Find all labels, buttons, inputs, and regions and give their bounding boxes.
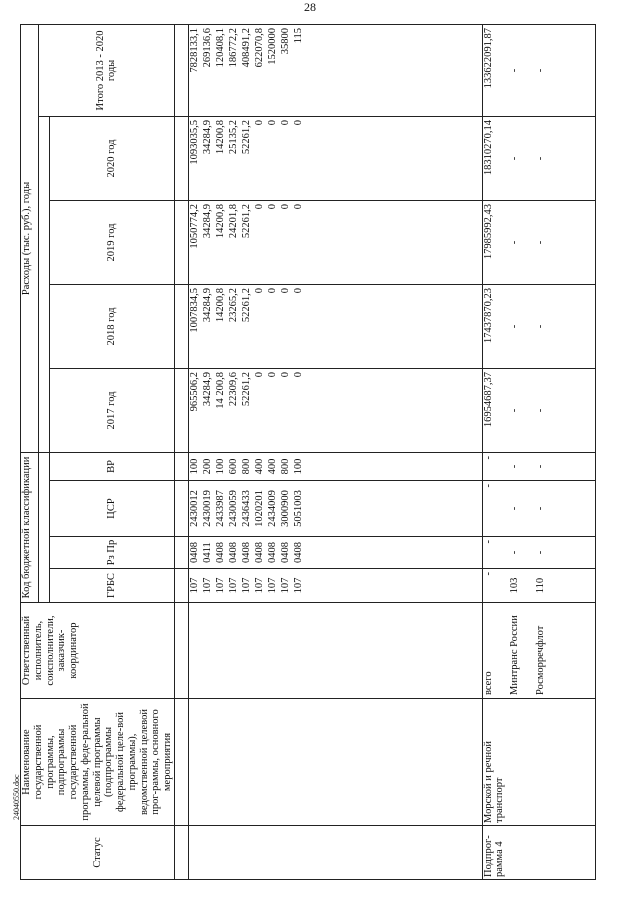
subprogram-cell: -: [482, 455, 494, 460]
cell-value: 107: [293, 577, 305, 594]
cell-value: 14200,8: [215, 119, 227, 155]
subprogram-total: [482, 24, 595, 116]
cell-value: 2430012: [189, 490, 201, 527]
cell-value: 0: [293, 287, 305, 294]
subprogram-cell: -: [508, 68, 520, 73]
subprogram-cell: -: [534, 408, 546, 413]
cell-value: 1520000: [267, 27, 279, 65]
cell-value: 0408: [228, 542, 240, 563]
table-row: [189, 24, 483, 879]
subprogram-cell: -: [508, 156, 520, 161]
header-budget-code-spacer: [39, 452, 50, 602]
subprogram-cell: Росморречфлот: [534, 625, 546, 695]
column-number-row: [174, 24, 188, 879]
cell-value: 0: [254, 119, 266, 126]
cell-value: 22309,6: [228, 371, 240, 407]
header-2017: 2017 год: [49, 368, 174, 452]
cell-value: 107: [241, 577, 253, 594]
cell-value: 52261,2: [241, 287, 253, 323]
cell-value: 2436433: [241, 490, 253, 527]
cell-value: 52261,2: [241, 203, 253, 239]
subprogram-responsible: [482, 603, 595, 699]
footer-filename: 24040550.doc: [12, 774, 21, 820]
cell-value: 2430059: [228, 490, 240, 527]
header-budget-code: Код бюджетной классификации: [21, 452, 39, 602]
y2018-values: [189, 284, 483, 368]
subprogram-cell: -: [482, 572, 494, 576]
header-responsible: Ответственный исполнитель, соисполнители, заказчик-координатор: [21, 603, 175, 699]
cell-value: 0: [293, 119, 305, 126]
cell-value: 2434009: [267, 490, 279, 527]
cell-value: 800: [280, 458, 292, 475]
header-2019: 2019 год: [49, 200, 174, 284]
y2019-values: [189, 200, 483, 284]
cell-value: 0408: [241, 542, 253, 563]
subprogram-rzpr: [482, 537, 595, 569]
header-vr: ВР: [49, 452, 174, 480]
vr-values: [189, 452, 483, 480]
subprogram-status: Подпрог-рамма 4: [482, 826, 595, 880]
cell-value: 200: [202, 458, 214, 475]
subprogram-vr: [482, 452, 595, 480]
csr-values: [189, 481, 483, 537]
page-number: 28: [304, 0, 316, 14]
cell-value: 1093035,5: [189, 119, 201, 165]
budget-table: [20, 24, 596, 880]
cell-value: 14200,8: [215, 287, 227, 323]
header-total: Итого 2013 - 2020 годы: [39, 24, 175, 116]
subprogram-row: [482, 24, 595, 879]
cell-value: 0: [254, 287, 266, 294]
cell-value: 7828133,1: [189, 27, 201, 73]
subprogram-cell: 110: [534, 577, 546, 594]
cell-value: 120408,1: [215, 27, 227, 68]
cell-value: 800: [241, 458, 253, 475]
subprogram-cell: Минтранс России: [508, 615, 520, 695]
cell-value: 408491,2: [241, 27, 253, 68]
cell-value: 23265,2: [228, 287, 240, 323]
cell-value: 0: [280, 119, 292, 126]
cell-value: 2433987: [215, 490, 227, 527]
header-expenses-spacer: [39, 116, 50, 452]
cell-value: 965506,2: [189, 371, 201, 412]
cell-value: 600: [228, 458, 240, 475]
subprogram-cell: -: [508, 324, 520, 329]
cell-value: 400: [254, 458, 266, 475]
cell-value: 100: [293, 458, 305, 475]
cell-value: 1020201: [254, 490, 266, 527]
header-expenses: Расходы (тыс. руб.), годы: [21, 24, 39, 452]
cell-value: 0: [280, 287, 292, 294]
cell-value: 107: [215, 577, 227, 594]
cell-value: 2430019: [202, 490, 214, 527]
subprogram-cell: -: [534, 324, 546, 329]
cell-value: 0408: [280, 542, 292, 563]
cell-value: 0408: [267, 542, 279, 563]
subprogram-cell: 16954687,37: [482, 371, 494, 428]
header-name: Наименование государственной программы, подпрограммы государственной программы, феде-ральной целевой программы (подпрограммы федеральной целе-вой программы), ведомственной целевой прог-раммы, основного мероприятия: [21, 699, 175, 826]
cell-value: 1007834,5: [189, 287, 201, 333]
cell-value: 0: [293, 371, 305, 378]
subprogram-csr: [482, 481, 595, 537]
subprogram-cell: 103: [508, 577, 520, 594]
cell-value: 3000900: [280, 490, 292, 527]
cell-value: 34284,9: [202, 203, 214, 239]
cell-value: 622070,8: [254, 27, 266, 68]
subprogram-2020: [482, 116, 595, 200]
y2017-values: [189, 368, 483, 452]
cell-value: 107: [280, 577, 292, 594]
cell-value: 400: [267, 458, 279, 475]
cell-value: 100: [189, 458, 201, 475]
cell-value: 0: [267, 203, 279, 210]
cell-value: 107: [189, 577, 201, 594]
subprogram-cell: -: [534, 240, 546, 245]
subprogram-cell: -: [482, 540, 494, 544]
subprogram-cell: -: [534, 506, 546, 511]
subprogram-cell: -: [508, 506, 520, 511]
cell-value: 25135,2: [228, 119, 240, 155]
rzpr-values: [189, 537, 483, 569]
cell-value: 0: [280, 203, 292, 210]
cell-value: 107: [267, 577, 279, 594]
cell-value: 14 200,8: [215, 371, 227, 409]
header-status: Статус: [21, 826, 175, 880]
subprogram-2018: [482, 284, 595, 368]
subprogram-2019: [482, 200, 595, 284]
cell-value: 14200,8: [215, 203, 227, 239]
subprogram-cell: 17437870,23: [482, 287, 494, 344]
y2020-values: [189, 116, 483, 200]
cell-value: 0408: [254, 542, 266, 563]
cell-value: 0: [267, 287, 279, 294]
header-grbs: ГРБС: [49, 569, 174, 603]
cell-value: 100: [215, 458, 227, 475]
cell-value: 52261,2: [241, 371, 253, 407]
subprogram-cell: 18310270,14: [482, 119, 494, 176]
cell-value: 0408: [293, 542, 305, 563]
subprogram-cell: -: [534, 464, 546, 469]
cell-value: 107: [228, 577, 240, 594]
rotated-table-container: [20, 25, 595, 880]
cell-value: 0: [280, 371, 292, 378]
cell-value: 0: [267, 371, 279, 378]
subprogram-cell: -: [508, 464, 520, 469]
cell-value: 0: [254, 371, 266, 378]
cell-value: 0: [267, 119, 279, 126]
cell-value: 115: [293, 27, 305, 44]
cell-value: 269136,6: [202, 27, 214, 68]
cell-value: 35800: [280, 27, 292, 55]
subprogram-cell: -: [534, 550, 546, 555]
subprogram-name: Морской и речной транспорт: [482, 699, 595, 826]
subprogram-cell: -: [482, 484, 494, 488]
grbs-values: [189, 569, 483, 603]
subprogram-2017: [482, 368, 595, 452]
cell-value: 52261,2: [241, 119, 253, 155]
cell-value: 34284,9: [202, 371, 214, 407]
cell-value: 5051003: [293, 490, 305, 527]
cell-value: 0411: [202, 542, 214, 563]
cell-value: 107: [202, 577, 214, 594]
total-values: [189, 24, 483, 116]
cell-value: 0408: [215, 542, 227, 563]
cell-value: 0: [293, 203, 305, 210]
subprogram-cell: 17985992,43: [482, 203, 494, 260]
header-rzpr: Рз Пр: [49, 537, 174, 569]
subprogram-cell: -: [534, 156, 546, 161]
subprogram-cell: -: [508, 408, 520, 413]
cell-value: 0408: [189, 542, 201, 563]
subprogram-grbs: [482, 569, 595, 603]
subprogram-cell: -: [508, 550, 520, 555]
subprogram-cell: всего: [482, 671, 494, 695]
header-2020: 2020 год: [49, 116, 174, 200]
subprogram-cell: -: [534, 68, 546, 73]
header-csr: ЦСР: [49, 481, 174, 537]
header-2018: 2018 год: [49, 284, 174, 368]
cell-value: 34284,9: [202, 119, 214, 155]
cell-value: 1050774,2: [189, 203, 201, 249]
subprogram-cell: -: [508, 240, 520, 245]
cell-value: 24201,8: [228, 203, 240, 239]
cell-value: 107: [254, 577, 266, 594]
subprogram-cell: 133622091,87: [482, 27, 494, 89]
cell-value: 186772,2: [228, 27, 240, 68]
cell-value: 34284,9: [202, 287, 214, 323]
cell-value: 0: [254, 203, 266, 210]
